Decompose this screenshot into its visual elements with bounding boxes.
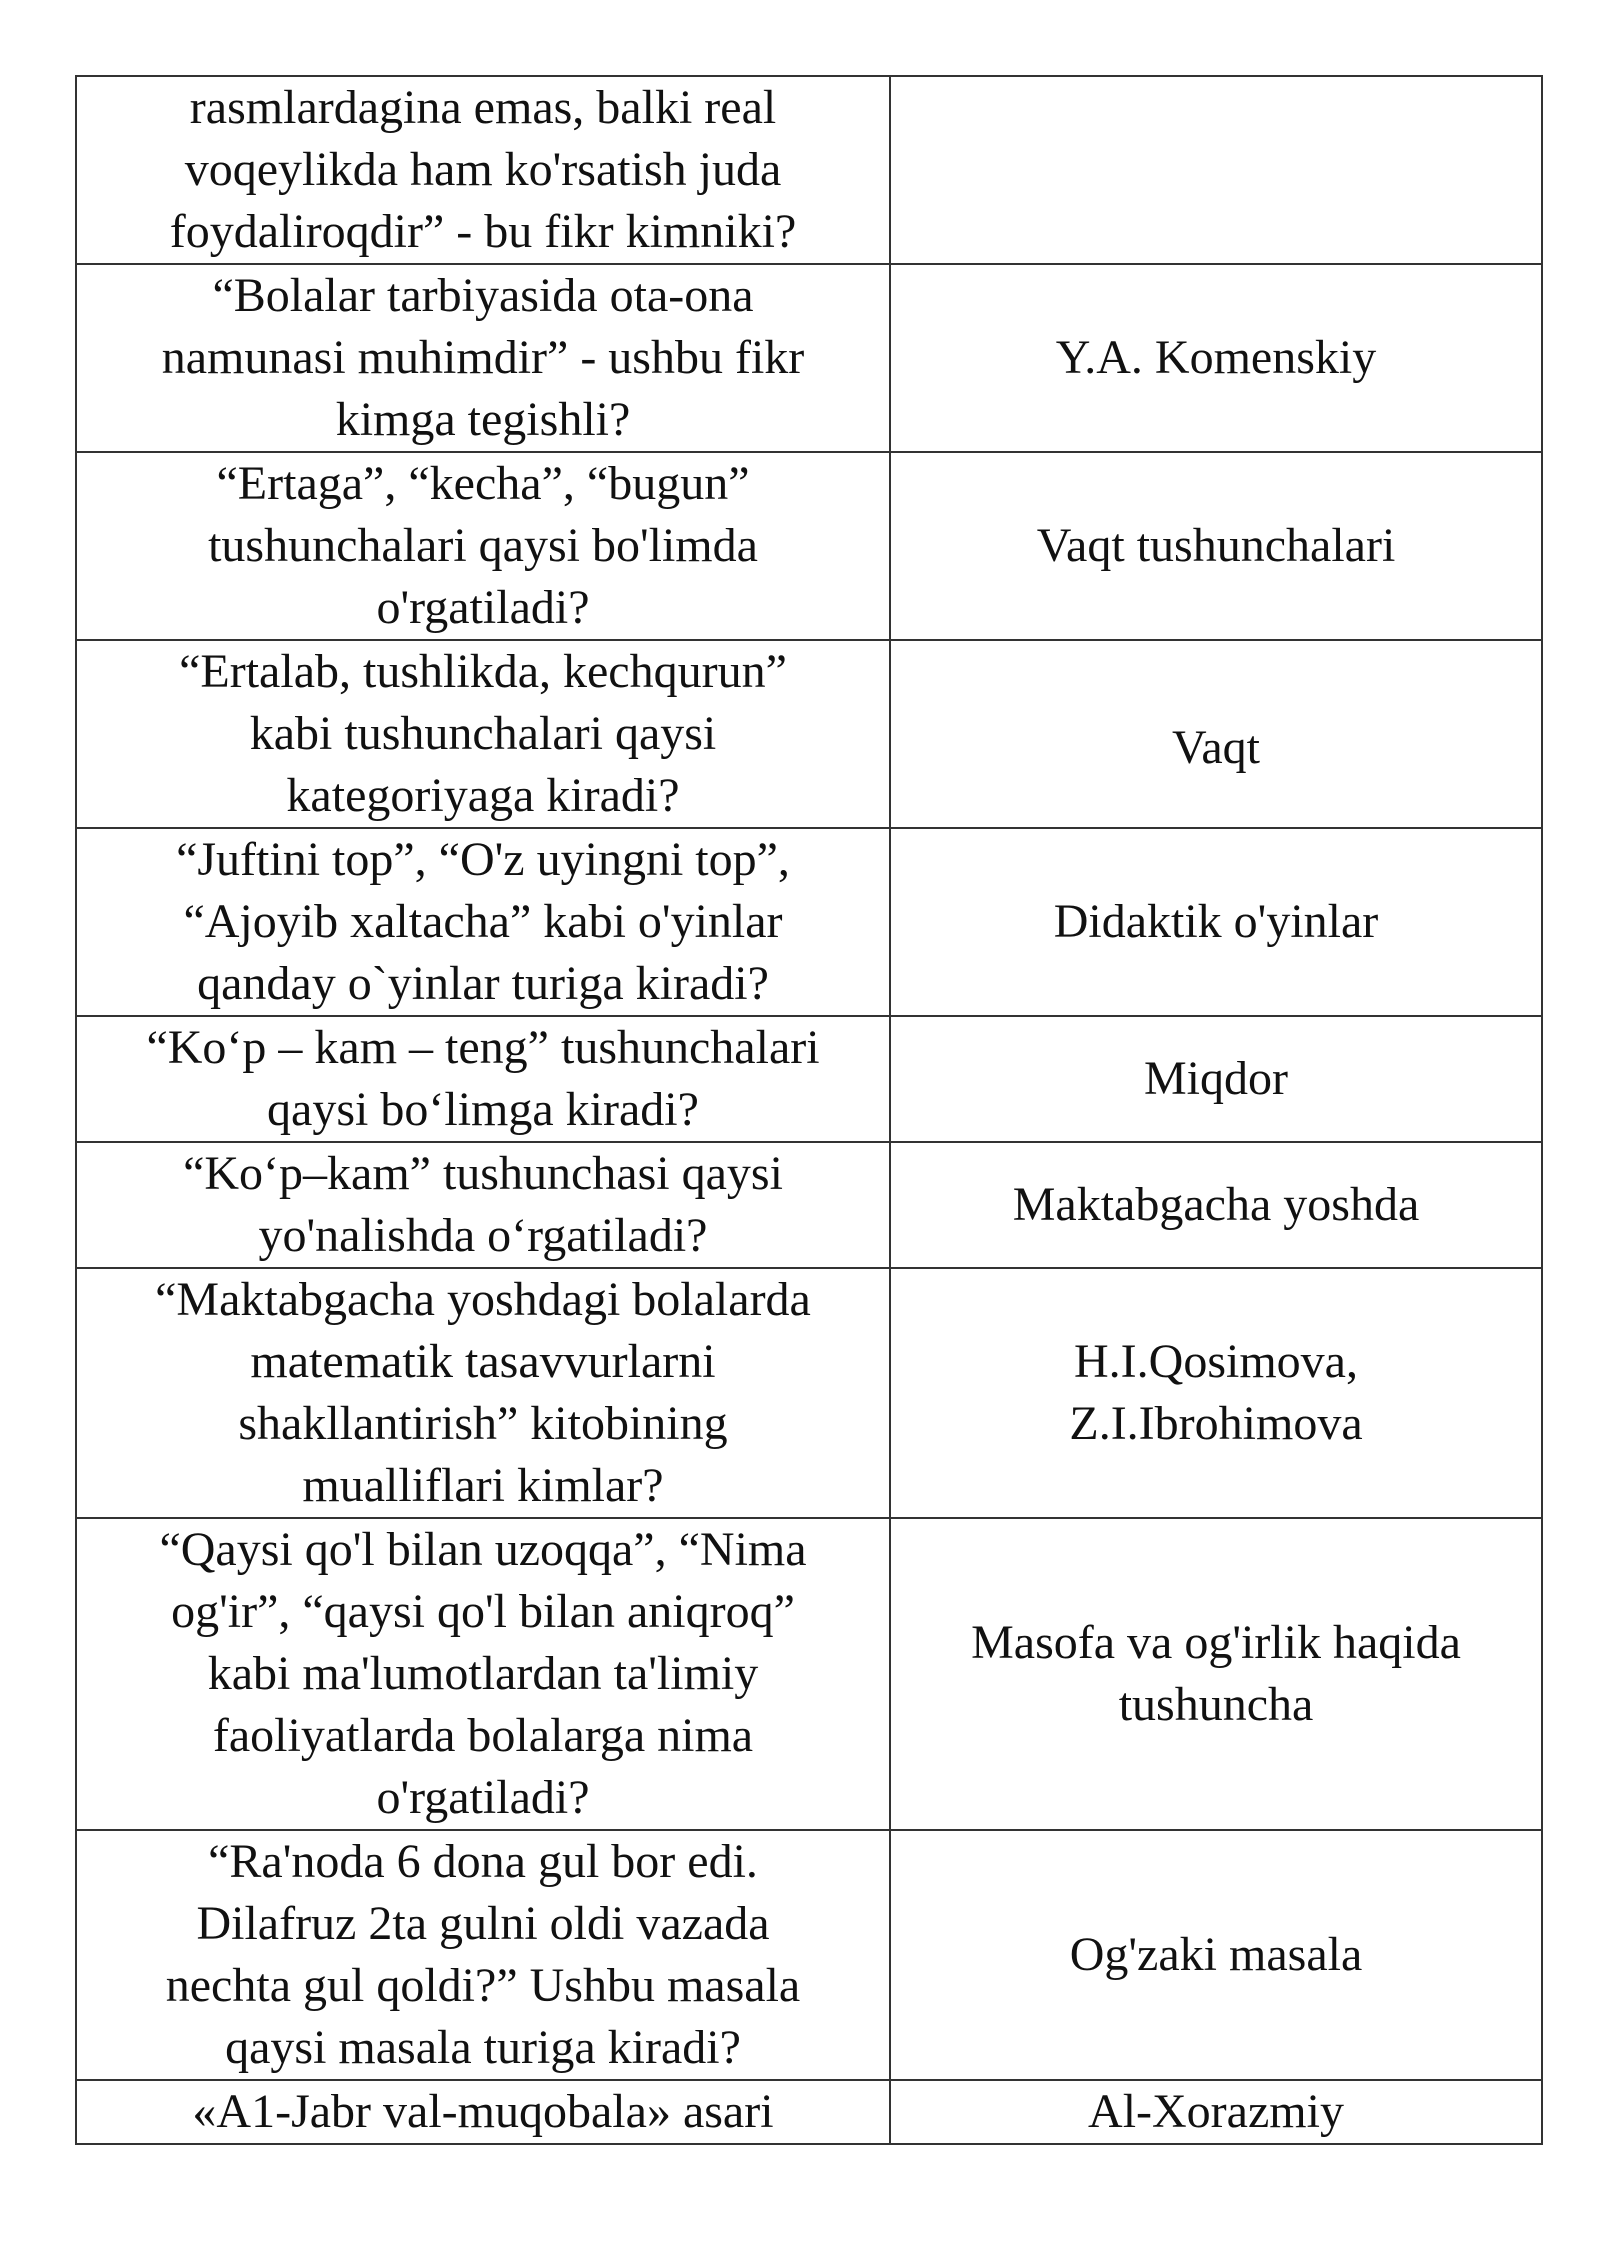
question-cell: “Juftini top”, “O'z uyingni top”, “Ajoyib xaltacha” kabi o'yinlar qanday o`yinlar turiga kiradi? — [76, 828, 890, 1016]
question-cell: rasmlardagina emas, balki real voqeylikda ham ko'rsatish juda foydaliroqdir” - bu fikr kimniki? — [76, 76, 890, 264]
answer-cell: Maktabgacha yoshda — [890, 1142, 1542, 1268]
question-cell: “Qaysi qo'l bilan uzoqqa”, “Nima og'ir”, “qaysi qo'l bilan aniqroq” kabi ma'lumotlardan ta'limiy faoliyatlarda bolalarga nima o'rgatiladi? — [76, 1518, 890, 1830]
question-cell: «A1-Jabr val-muqobala» asari — [76, 2080, 890, 2144]
table-row — [76, 1518, 1542, 1830]
table-row — [76, 1830, 1542, 2080]
answer-cell: Vaqt — [890, 640, 1542, 828]
table-row — [76, 264, 1542, 452]
answer-cell: Y.A. Komenskiy — [890, 264, 1542, 452]
question-cell: “Koʻp–kam” tushunchasi qaysi yo'nalishda oʻrgatiladi? — [76, 1142, 890, 1268]
table-row — [76, 76, 1542, 264]
table-row — [76, 1268, 1542, 1518]
answer-cell: Didaktik o'yinlar — [890, 828, 1542, 1016]
table-row — [76, 1142, 1542, 1268]
qa-table — [75, 75, 1543, 2145]
question-cell: “Ertaga”, “kecha”, “bugun” tushunchalari qaysi bo'limda o'rgatiladi? — [76, 452, 890, 640]
question-cell: “Ra'noda 6 dona gul bor edi. Dilafruz 2ta gulni oldi vazada nechta gul qoldi?” Ushbu masala qaysi masala turiga kiradi? — [76, 1830, 890, 2080]
question-cell: “Maktabgacha yoshdagi bolalarda matematik tasavvurlarni shakllantirish” kitobining mualliflari kimlar? — [76, 1268, 890, 1518]
question-cell: “Bolalar tarbiyasida ota-ona namunasi muhimdir” - ushbu fikr kimga tegishli? — [76, 264, 890, 452]
question-cell: “Koʻp – kam – teng” tushunchalari qaysi boʻlimga kiradi? — [76, 1016, 890, 1142]
table-row — [76, 640, 1542, 828]
table-row — [76, 1016, 1542, 1142]
table-row — [76, 452, 1542, 640]
answer-cell: Al-Xorazmiy — [890, 2080, 1542, 2144]
table-row — [76, 828, 1542, 1016]
answer-cell: Masofa va og'irlik haqida tushuncha — [890, 1518, 1542, 1830]
answer-cell: Vaqt tushunchalari — [890, 452, 1542, 640]
table-row — [76, 2080, 1542, 2144]
answer-cell — [890, 76, 1542, 264]
answer-cell: H.I.Qosimova, Z.I.Ibrohimova — [890, 1268, 1542, 1518]
answer-cell: Miqdor — [890, 1016, 1542, 1142]
question-cell: “Ertalab, tushlikda, kechqurun” kabi tushunchalari qaysi kategoriyaga kiradi? — [76, 640, 890, 828]
answer-cell: Og'zaki masala — [890, 1830, 1542, 2080]
